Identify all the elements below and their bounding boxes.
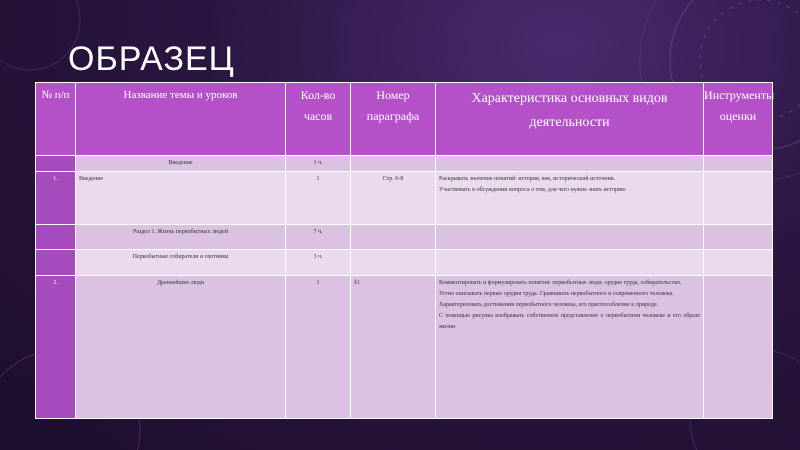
row-topic: Раздел 1. Жизнь первобытных людей <box>76 225 286 250</box>
row-hours: 7 ч. <box>286 225 351 250</box>
row-topic: Древнейшие люди <box>76 276 286 419</box>
row-num <box>36 225 76 250</box>
row-hours: 1 ч. <box>286 156 351 172</box>
activity-line: Характеризовать достижения первобытного человека, его приспособление к природе. <box>439 302 659 308</box>
lesson-plan-table <box>35 82 773 419</box>
table-row <box>36 156 773 172</box>
row-tools <box>704 225 773 250</box>
row-tools <box>704 172 773 225</box>
row-hours: 1 <box>286 172 351 225</box>
row-tools <box>704 276 773 419</box>
row-tools <box>704 156 773 172</box>
row-num: 2. <box>36 276 76 419</box>
row-paragraph <box>351 250 436 276</box>
activity-line: Устно описывать первые орудия труда. Сравнивать первобытного и современного человека. <box>439 291 674 297</box>
page-title: ОБРАЗЕЦ <box>68 40 235 78</box>
row-num: 1. <box>36 172 76 225</box>
row-activity <box>436 276 704 419</box>
row-hours: 3 ч. <box>286 250 351 276</box>
table-row <box>36 172 773 225</box>
row-num <box>36 250 76 276</box>
row-paragraph: Стр. 6-8 <box>351 172 436 225</box>
row-paragraph <box>351 156 436 172</box>
row-topic: Первобытные собиратели и охотники <box>76 250 286 276</box>
row-activity <box>436 156 704 172</box>
header-topic: Название темы и уроков <box>76 83 286 156</box>
row-paragraph: §1 <box>351 276 436 419</box>
header-activity: Характеристика основных видов деятельности <box>436 83 704 156</box>
row-tools <box>704 250 773 276</box>
header-paragraph: Номер параграфа <box>351 83 436 156</box>
row-hours: 1 <box>286 276 351 419</box>
header-num: № п/п <box>36 83 76 156</box>
table-row <box>36 225 773 250</box>
table-header-row <box>36 83 773 156</box>
row-activity <box>436 250 704 276</box>
activity-line: Раскрывать значение понятий: история, век, исторический источник. <box>439 176 616 182</box>
row-activity <box>436 172 704 225</box>
header-hours: Кол-во часов <box>286 83 351 156</box>
table-row <box>36 276 773 419</box>
activity-line: Комментировать и формулировать понятия: первобытные люди, орудие труда, собирательство. <box>439 280 682 286</box>
table-row <box>36 250 773 276</box>
row-topic: Введение <box>76 156 286 172</box>
row-num <box>36 156 76 172</box>
header-tools: Инструменты оценки <box>704 83 773 156</box>
row-activity <box>436 225 704 250</box>
row-topic: Введение <box>76 172 286 225</box>
row-paragraph <box>351 225 436 250</box>
activity-line: Участвовать в обсуждении вопроса о том, для чего нужно знать историю <box>439 187 626 193</box>
activity-line: С помощью рисунка изображать собственное представление о первобытном человеке и его образе жизни <box>439 313 700 330</box>
